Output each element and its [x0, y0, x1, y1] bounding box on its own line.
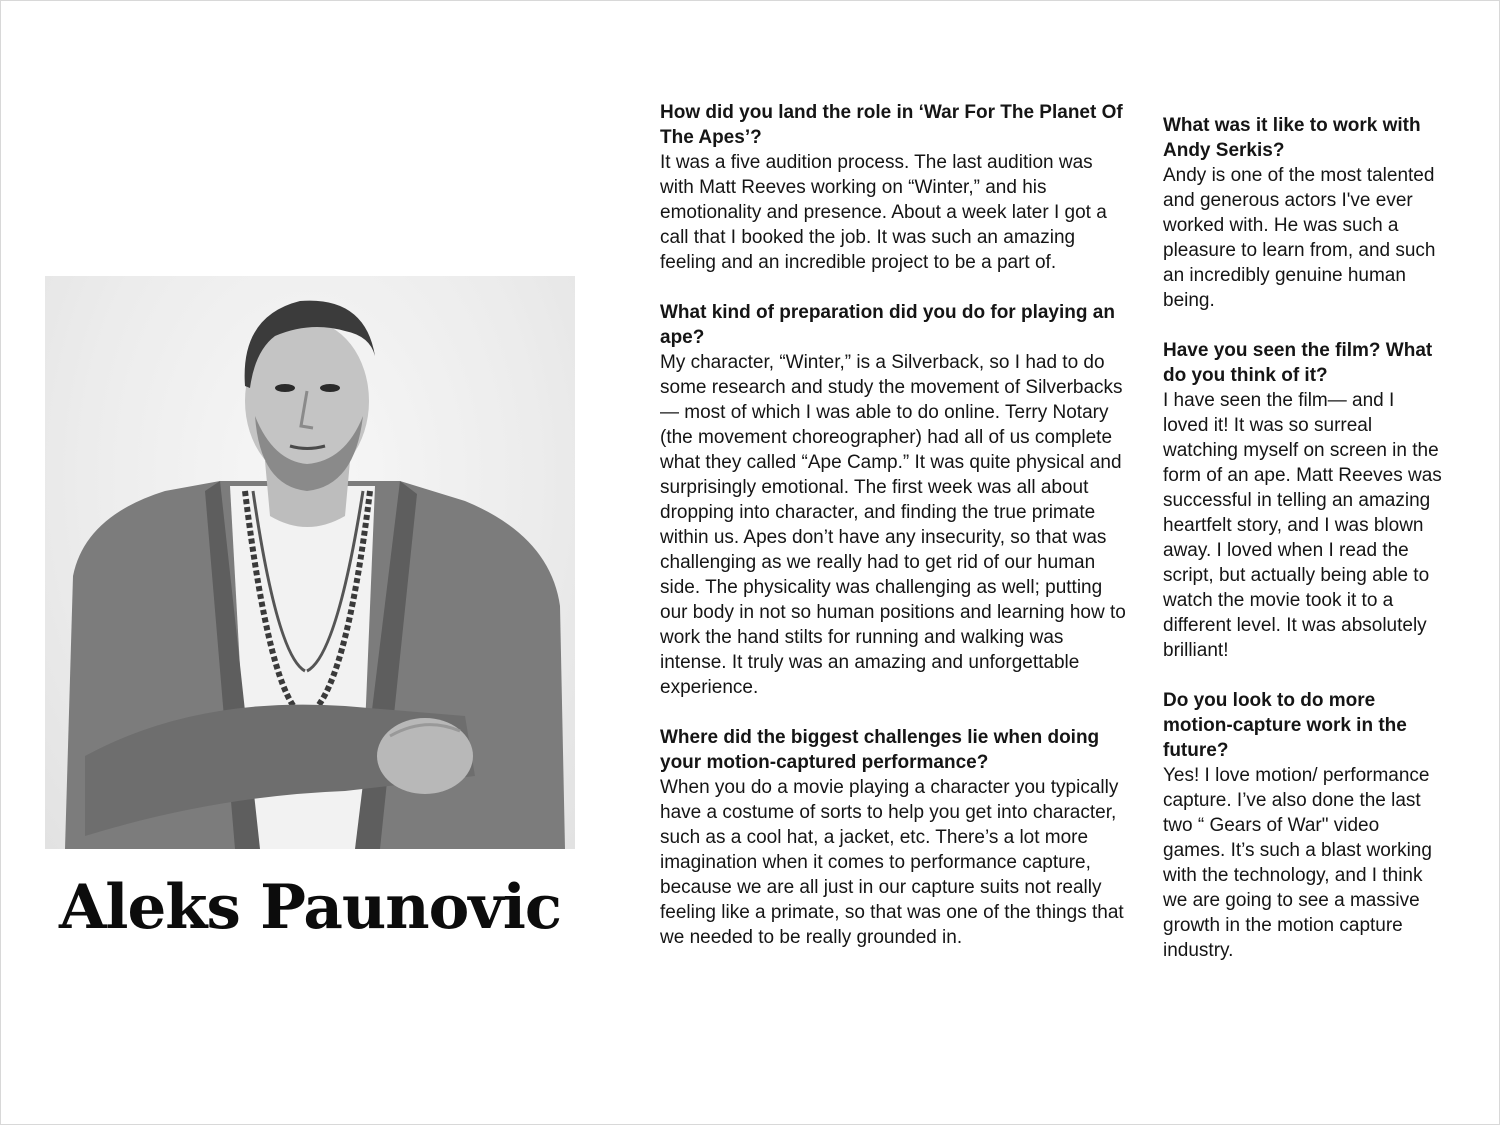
answer-text: When you do a movie playing a character you typically have a costume of sorts to help you get into character, such as a cool hat, a jacket, etc. There’s a lot more imagination when it comes to performance capture, because we are all just in our capture suits not really feeling like a primate, so that was one of the things that we needed to be really grounded in. [660, 777, 1124, 948]
answer-text: My character, “Winter,” is a Silverback, so I had to do some research and study the movement of Silverbacks— most of which I was able to do online. Terry Notary (the movement choreographer) had all of us complete what they called “Ape Camp.” It was quite physical and surprisingly emotional. The first week was all about dropping into character, and finding the true primate within us. Apes don’t have any insecurity, so that was challenging as we really had to get rid of our human side. The physicality was challenging as well; putting our body in not so human positions and learning how to work the hand stilts for running and walking was intense. It truly was an amazing and unforgettable experience. [660, 352, 1126, 698]
portrait-photo [45, 276, 575, 849]
question-text: What was it like to work with Andy Serkis? [1163, 115, 1421, 161]
answer-text: Yes! I love motion/ performance capture. I’ve also done the last two “ Gears of War" video games. It’s such a blast working with the technology, and I think we are going to see a massive growth in the motion capture industry. [1163, 765, 1432, 961]
qa-block [660, 100, 1128, 275]
qa-block [1163, 338, 1443, 663]
answer-text: Andy is one of the most talented and generous actors I've ever worked with. He was such a pleasure to learn from, and such an incredibly genuine human being. [1163, 165, 1436, 311]
interview-column-right [1163, 113, 1443, 988]
answer-text: I have seen the film— and I loved it! It was so surreal watching myself on screen in the form of an ape. Matt Reeves was successful in telling an amazing heartfelt story, and I was blown away. I loved when I read the script, but actually being able to watch the movie took it to a different level. It was absolutely brilliant! [1163, 390, 1442, 661]
question-text: Where did the biggest challenges lie when doing your motion-captured performance? [660, 727, 1100, 773]
question-text: Do you look to do more motion-capture work in the future? [1163, 690, 1407, 761]
question-text: What kind of preparation did you do for playing an ape? [660, 302, 1115, 348]
question-text: How did you land the role in ‘War For The Planet Of The Apes’? [660, 102, 1123, 148]
qa-block [660, 725, 1128, 950]
qa-block [1163, 688, 1443, 963]
person-name: Aleks Paunovic [58, 872, 562, 943]
interview-column-middle [660, 100, 1128, 975]
question-text: Have you seen the film? What do you think of it? [1163, 340, 1433, 386]
answer-text: It was a five audition process. The last audition was with Matt Reeves working on “Winter,” and his emotionality and presence. About a week later I got a call that I booked the job. It was such an amazing feeling and an incredible project to be a part of. [660, 152, 1107, 273]
qa-block [660, 300, 1128, 700]
qa-block [1163, 113, 1443, 313]
